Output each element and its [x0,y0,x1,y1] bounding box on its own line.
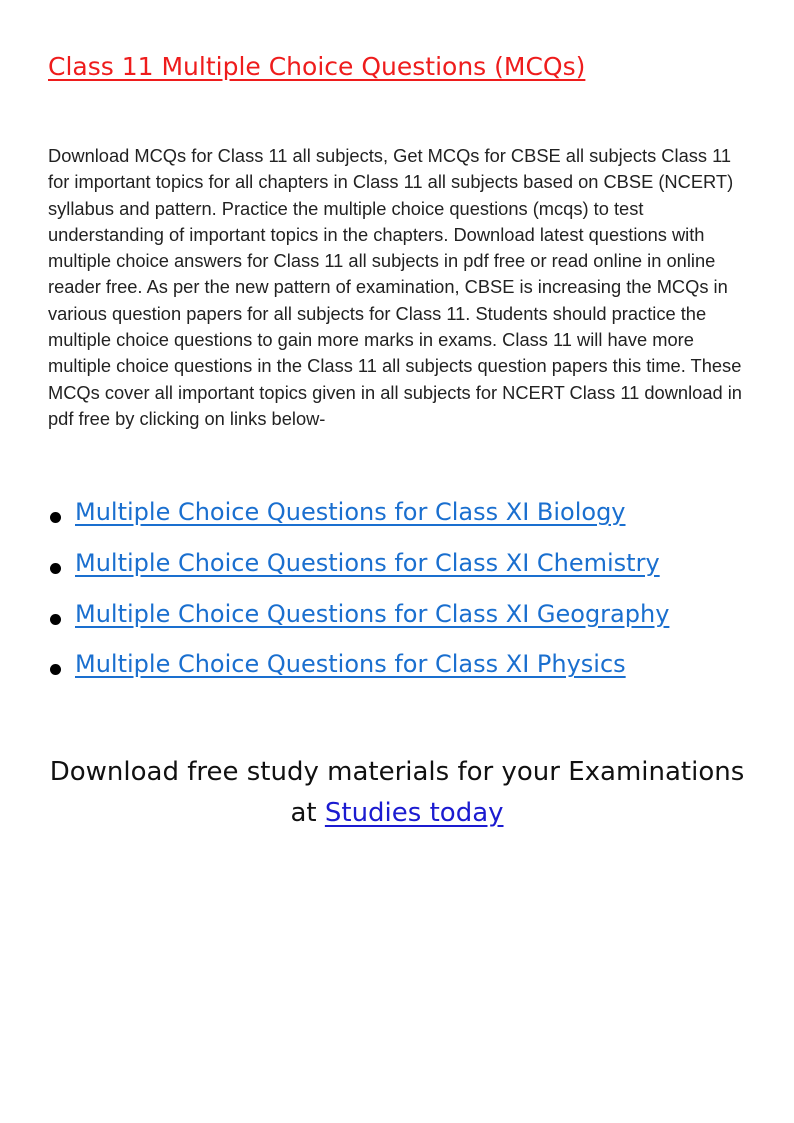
link-geography-mcqs[interactable]: Multiple Choice Questions for Class XI Geography [75,599,670,628]
page-title-link[interactable]: Class 11 Multiple Choice Questions (MCQs) [48,52,586,81]
link-biology-mcqs[interactable]: Multiple Choice Questions for Class XI Biology [75,498,626,526]
list-item [48,650,748,701]
footer-promo [0,752,794,834]
link-physics-mcqs[interactable]: Multiple Choice Questions for Class XI Physics [75,650,626,679]
intro-paragraph: Download MCQs for Class 11 all subjects, Get MCQs for CBSE all subjects Class 11 for important topics for all chapters in Class 11 all subjects based on CBSE (NCERT) syllabus and pattern. Practice the multiple choice questions (mcqs) to test understanding of important topics in the chapters. Download latest questions with multiple choice answers for Class 11 all subjects in pdf free or read online in online reader free. As per the new pattern of examination, CBSE is increasing the MCQs in various question papers for all subjects for Class 11. Students should practice the multiple choice questions to gain more marks in exams. Class 11 will have more multiple choice questions in the Class 11 all subjects question papers this time. These MCQs cover all important topics given in all subjects for NCERT Class 11 download in pdf free by clicking on links below- [48,145,742,429]
list-item [48,498,748,549]
footer-line-2 [0,793,794,834]
bullet-icon [50,614,61,625]
link-chemistry-mcqs[interactable]: Multiple Choice Questions for Class XI Chemistry [75,548,660,577]
footer-line: Download free study materials for your Examinations [49,757,745,787]
bullet-icon [50,563,61,574]
bullet-icon [50,664,61,675]
footer-prefix: at [290,798,325,828]
list-item [48,600,748,651]
studies-today-link[interactable]: Studies today [324,798,504,828]
subject-links-list [48,498,748,701]
bullet-icon [50,512,61,523]
list-item [48,549,748,600]
